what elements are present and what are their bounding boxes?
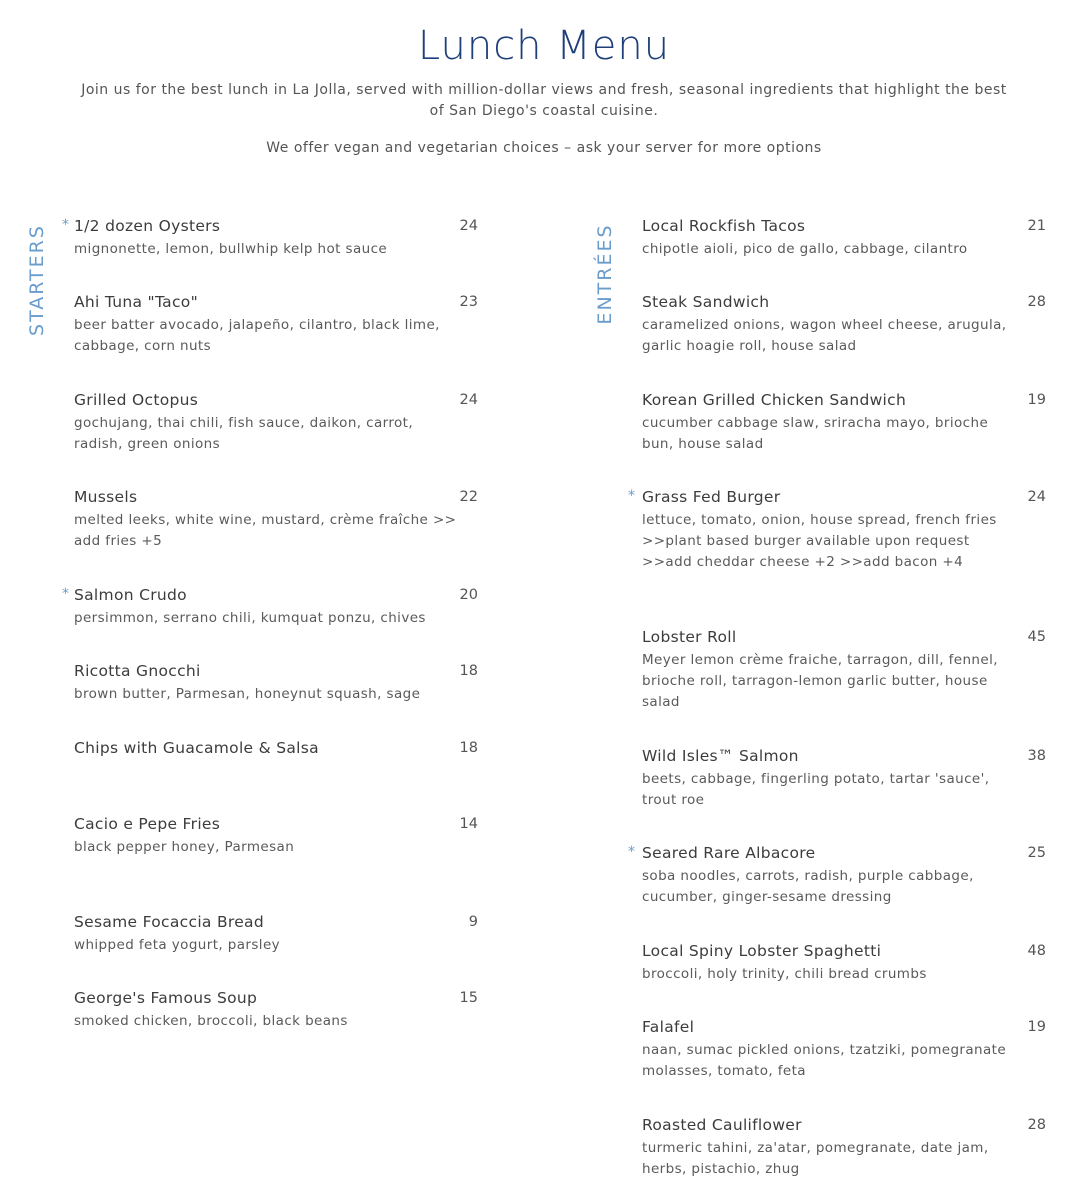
menu-item-name: Steak Sandwich (642, 293, 770, 311)
menu-item-description: Meyer lemon crème fraiche, tarragon, dill, fennel, brioche roll, tarragon-lemon garlic butter, house salad (642, 652, 998, 710)
menu-item-description: beets, cabbage, fingerling potato, tartar 'sauce', trout roe (642, 771, 990, 808)
raw-item-marker: * (628, 844, 635, 860)
menu-item-price: 19 (1027, 1019, 1046, 1035)
entrees-section-label: ENTRÉES (594, 223, 616, 325)
menu-item-price: 24 (1027, 489, 1046, 505)
menu-item-price: 15 (459, 990, 478, 1006)
menu-item-description: turmeric tahini, za'atar, pomegranate, date jam, herbs, pistachio, zhug (642, 1140, 989, 1177)
menu-item-description: black pepper honey, Parmesan (74, 839, 295, 855)
menu-item-price: 28 (1027, 294, 1046, 310)
menu-item-name: Sesame Focaccia Bread (74, 913, 264, 931)
menu-item-description: whipped feta yogurt, parsley (74, 937, 281, 953)
menu-item-description: cucumber cabbage slaw, sriracha mayo, brioche bun, house salad (642, 415, 989, 452)
menu-item-price: 21 (1027, 218, 1046, 234)
menu-item-price: 18 (459, 663, 478, 679)
menu-item-name: George's Famous Soup (74, 989, 258, 1007)
menu-item-description: smoked chicken, broccoli, black beans (74, 1013, 348, 1029)
menu-item-price: 22 (459, 489, 478, 505)
menu-item-description: brown butter, Parmesan, honeynut squash, sage (74, 686, 421, 702)
menu-item-name: Mussels (74, 488, 138, 506)
menu-item-description: naan, sumac pickled onions, tzatziki, pomegranate molasses, tomato, feta (642, 1042, 1007, 1079)
menu-item-price: 23 (459, 294, 478, 310)
menu-item-price: 38 (1027, 748, 1046, 764)
menu-item-price: 9 (468, 914, 478, 930)
menu-item-name: Lobster Roll (642, 628, 737, 646)
menu-item-price: 24 (459, 392, 478, 408)
menu-item-description: soba noodles, carrots, radish, purple cabbage, cucumber, ginger-sesame dressing (642, 868, 974, 905)
dietary-note: We offer vegan and vegetarian choices – ask your server for more options (266, 140, 822, 156)
menu-item-price: 14 (459, 816, 478, 832)
menu-item-description: chipotle aioli, pico de gallo, cabbage, cilantro (642, 241, 968, 257)
menu-item-name: Falafel (642, 1018, 695, 1036)
menu-item-name: Ricotta Gnocchi (74, 662, 201, 680)
menu-title: Lunch Menu (417, 23, 671, 69)
menu-item-description: lettuce, tomato, onion, house spread, french fries >>plant based burger available upon request >>add cheddar cheese +2 >>add bacon +4 (642, 512, 997, 570)
raw-item-marker: * (62, 217, 69, 233)
menu-intro: Join us for the best lunch in La Jolla, served with million-dollar views and fresh, seasonal ingredients that highlight the best of San Diego's coastal cuisine. (81, 82, 1007, 119)
menu-item-name: Salmon Crudo (74, 586, 187, 604)
menu-item-description: persimmon, serrano chili, kumquat ponzu, chives (74, 610, 426, 626)
menu-item-name: Ahi Tuna "Taco" (74, 293, 199, 311)
menu-item-description: caramelized onions, wagon wheel cheese, arugula, garlic hoagie roll, house salad (642, 317, 1007, 354)
menu-item-name: Local Rockfish Tacos (642, 217, 806, 235)
menu-item-price: 45 (1027, 629, 1046, 645)
raw-item-marker: * (62, 586, 69, 602)
menu-item-price: 24 (459, 218, 478, 234)
menu-item-name: Local Spiny Lobster Spaghetti (642, 942, 882, 960)
menu-item-price: 25 (1027, 845, 1046, 861)
menu-item-description: broccoli, holy trinity, chili bread crumbs (642, 966, 927, 982)
menu-item-name: Cacio e Pepe Fries (74, 815, 221, 833)
menu-item-price: 20 (459, 587, 478, 603)
menu-item-name: Seared Rare Albacore (642, 844, 816, 862)
menu-item-description: melted leeks, white wine, mustard, crème fraîche >> add fries +5 (74, 512, 457, 549)
menu-item-description: mignonette, lemon, bullwhip kelp hot sauce (74, 241, 388, 257)
menu-item-name: 1/2 dozen Oysters (74, 217, 221, 235)
menu-item-price: 19 (1027, 392, 1046, 408)
menu-item-price: 48 (1027, 943, 1046, 959)
starters-section-label: STARTERS (26, 224, 48, 336)
menu-item-price: 18 (459, 740, 478, 756)
menu-item-description: gochujang, thai chili, fish sauce, daikon, carrot, radish, green onions (74, 415, 414, 452)
menu-item-price: 28 (1027, 1117, 1046, 1133)
menu-item-name: Grass Fed Burger (642, 488, 781, 506)
menu-item-description: beer batter avocado, jalapeño, cilantro, black lime, cabbage, corn nuts (74, 317, 440, 354)
menu-item-name: Wild Isles™ Salmon (642, 747, 799, 765)
menu-item-name: Roasted Cauliflower (642, 1116, 802, 1134)
menu-item-name: Grilled Octopus (74, 391, 199, 409)
menu-item-name: Korean Grilled Chicken Sandwich (642, 391, 907, 409)
menu-item-name: Chips with Guacamole & Salsa (74, 739, 319, 757)
raw-item-marker: * (628, 488, 635, 504)
